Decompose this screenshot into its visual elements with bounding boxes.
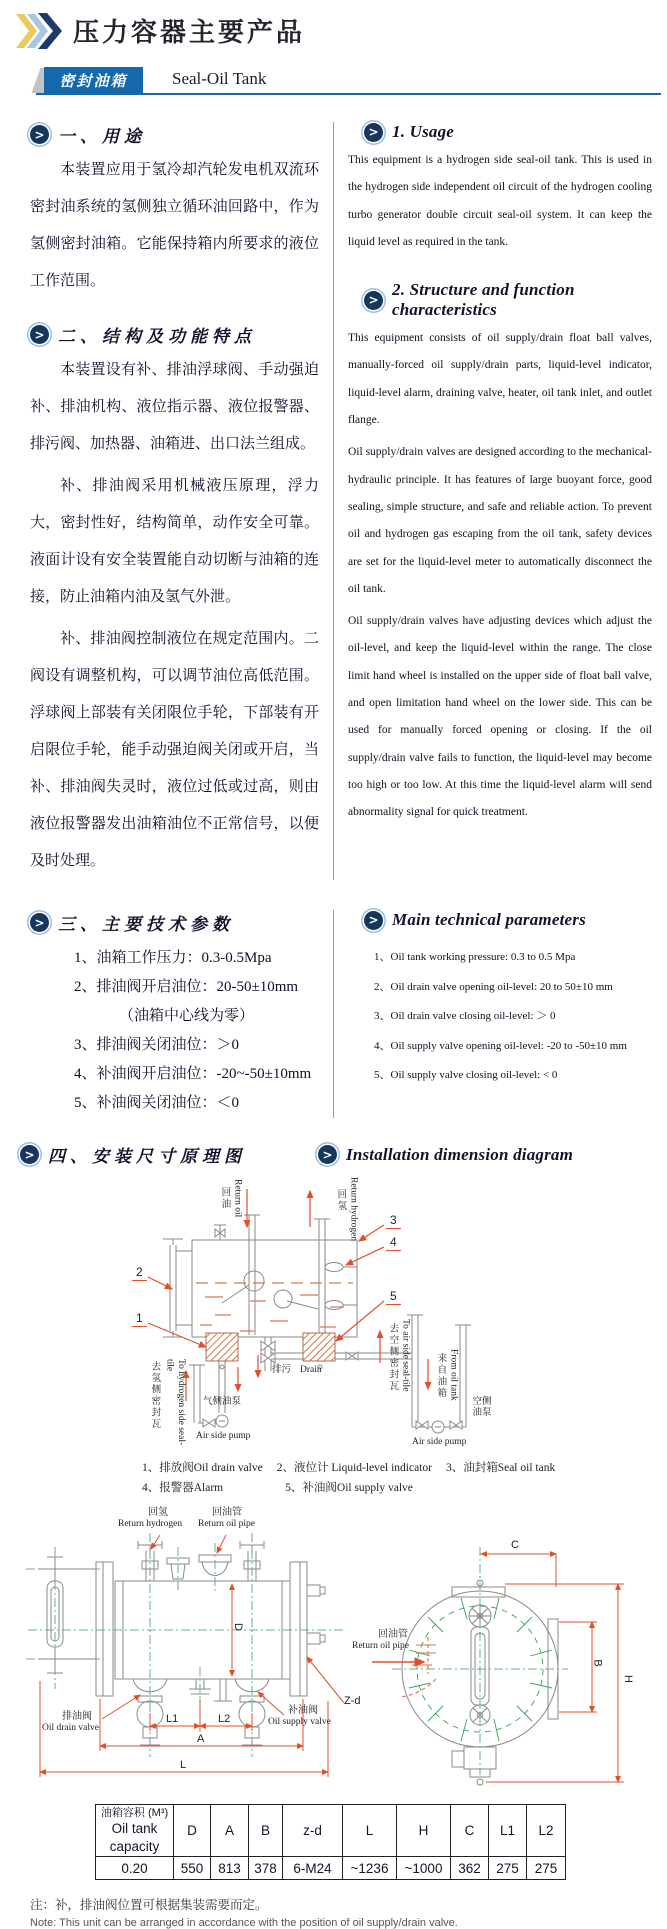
table-cell: 6-M24 xyxy=(283,1857,343,1880)
diagram-legend xyxy=(142,1459,667,1495)
install-heading-en xyxy=(318,1145,573,1165)
params-list-cn xyxy=(74,944,319,1118)
air-side-pump2-label-cn: 空侧油泵 xyxy=(472,1397,492,1419)
section-chevron-icon: > xyxy=(318,1145,337,1164)
oil-drain-valve-label-cn: 排油阀 xyxy=(62,1711,92,1722)
table-cell: 813 xyxy=(211,1857,249,1880)
install-title-cn: 四、安装尺寸原理图 xyxy=(48,1147,246,1166)
params-list-en xyxy=(374,943,652,1091)
legend-item: 2、液位计 Liquid-level indicator xyxy=(276,1462,432,1474)
install-title-en: Installation dimension diagram xyxy=(346,1144,574,1164)
structure-paragraph-cn: 补、排油阀控制液位在规定范围内。二阀设有调整机构，可以调节油位高低范围。浮球阀上部装有关闭限位手轮，下部装有开启限位手轮，能手动强迫阀关闭或开启，当补、排油阀失灵时，液位过低或过高，则由液位报警器发出油箱油位不正常信号，以便及时处理。 xyxy=(30,631,319,869)
return-oil-pipe-label-en: Return oil pipe xyxy=(198,1519,255,1529)
section-chevron-icon: > xyxy=(364,123,383,142)
col-header: L2 xyxy=(527,1805,566,1857)
piping-schematic-diagram xyxy=(0,1175,667,1449)
param-item: 1、油箱工作压力：0.3-0.5Mpa xyxy=(74,950,272,966)
params-heading-en xyxy=(364,910,652,930)
return-hydrogen-label-en: Return hydrogen xyxy=(118,1519,183,1529)
usage-title-en: 1. Usage xyxy=(392,122,455,141)
table-cell: 550 xyxy=(174,1857,211,1880)
legend-item: 4、报警器Alarm xyxy=(142,1482,224,1494)
param-item: 2、Oil drain valve opening oil-level: 20 to 50±10 mm xyxy=(374,980,613,993)
structure-title-en: 2. Structure and function characteristics xyxy=(392,280,575,320)
dim-l1: L1 xyxy=(166,1713,179,1725)
usage-heading-cn xyxy=(30,122,319,147)
params-title-en: Main technical parameters xyxy=(392,910,586,929)
callout-5: 5 xyxy=(386,1289,401,1305)
structure-paragraph-en: Oil supply/drain valves have adjusting devices which adjust the oil-level, and keep the liquid-level within the range. The close limit hand wheel is installed on the upper side of float ball valve, and open limitation hand wheel on the lower side. This can be used for manually forced opening or closing. If the oil supply/drain valve fails to function, the liquid-level may become too high or too low. At this time the liquid-level alarm will send abnormality signal for quick treatment. xyxy=(348,615,652,819)
col-header: L xyxy=(343,1805,397,1857)
params-heading-cn xyxy=(30,910,319,935)
col-header: C xyxy=(451,1805,489,1857)
oil-drain-valve-label-en: Oil drain valve xyxy=(42,1723,99,1733)
callout-4: 4 xyxy=(386,1235,401,1251)
to-air-side-label-en: To air side seal-tile xyxy=(400,1319,411,1392)
col-header: B xyxy=(249,1805,283,1857)
usage-structure-section xyxy=(0,122,667,880)
section-chevron-icon: > xyxy=(20,1145,39,1164)
table-cell: 275 xyxy=(527,1857,566,1880)
install-heading-cn xyxy=(20,1142,246,1167)
param-item: 2、排油阀开启油位：20-50±10mm xyxy=(74,979,299,995)
note-en: Note: This unit can be arranged in accordance with the position of oil supply/drain valve. xyxy=(30,1917,458,1929)
column-chinese xyxy=(0,122,333,880)
tab-bar xyxy=(0,66,667,96)
param-item: 4、Oil supply valve opening oil-level: -20 to -50±10 mm xyxy=(374,1039,627,1052)
table-cell: 362 xyxy=(451,1857,489,1880)
usage-body-en: This equipment is a hydrogen side seal-oil tank. This is used in the hydrogen side independent oil circuit of the hydrogen cooling turbo generator double circuit seal-oil system. It can keep the liquid level as required in the tank. xyxy=(348,154,652,248)
parameters-chinese xyxy=(0,910,333,1118)
param-item: 3、排油阀关闭油位：＞0 xyxy=(74,1037,240,1053)
table-value-row xyxy=(96,1857,566,1880)
usage-heading-en xyxy=(364,122,652,142)
param-item: 3、Oil drain valve closing oil-level: ＞ 0 xyxy=(374,1010,556,1022)
col-header: D xyxy=(174,1805,211,1857)
capacity-header-cell xyxy=(96,1805,174,1857)
dim-zd: Z-d xyxy=(344,1695,361,1707)
param-item: 4、补油阀开启油位：-20~-50±10mm xyxy=(74,1066,312,1082)
col-header: L1 xyxy=(489,1805,527,1857)
table-cell: ~1000 xyxy=(397,1857,451,1880)
params-title-cn: 三、主要技术参数 xyxy=(58,915,234,934)
col-header: z-d xyxy=(283,1805,343,1857)
dim-a: A xyxy=(197,1733,205,1745)
structure-paragraph-cn: 补、排油阀采用机械液压原理，浮力大，密封性好，结构简单，动作安全可靠。液面计设有安全装置能自动切断与油箱的连接，防止油箱内油及氢气外泄。 xyxy=(30,478,319,605)
brand-arrows-icon xyxy=(16,14,64,48)
structure-heading-en xyxy=(364,280,652,320)
capacity-unit: (M³) xyxy=(147,1807,169,1819)
oil-supply-valve-label-cn: 补油阀 xyxy=(288,1705,318,1716)
col-header: H xyxy=(397,1805,451,1857)
column-english xyxy=(333,122,667,880)
return-hydrogen-label-en: Return hydrogen xyxy=(348,1177,359,1242)
installation-section-headings xyxy=(20,1142,667,1167)
dimension-drawing xyxy=(0,1499,667,1794)
note-cn: 注：补，排油阀位置可根据集装需要而定。 xyxy=(30,1898,268,1913)
param-item-note: （油箱中心线为零） xyxy=(119,1008,255,1024)
return-oil-label-en: Return oil xyxy=(232,1179,243,1218)
callout-3: 3 xyxy=(386,1213,401,1229)
section-chevron-icon: > xyxy=(30,913,49,932)
param-item: 5、补油阀关闭油位：＜0 xyxy=(74,1095,240,1111)
section-chevron-icon: > xyxy=(364,911,383,930)
return-oil-pipe2-label-cn: 回油管 xyxy=(378,1629,408,1640)
air-side-pump-label-cn: 气侧油泵 xyxy=(203,1397,242,1407)
drain-label-en: Drain xyxy=(300,1365,322,1375)
oil-supply-valve-label-en: Oil supply valve xyxy=(268,1717,331,1727)
structure-heading-cn xyxy=(30,322,319,347)
structure-title-cn: 二、结构及功能特点 xyxy=(58,327,256,346)
section-chevron-icon: > xyxy=(30,325,49,344)
col-header: A xyxy=(211,1805,249,1857)
callout-2: 2 xyxy=(132,1265,147,1281)
air-side-pump2-label-en: Air side pump xyxy=(412,1437,467,1447)
parameters-section xyxy=(0,910,667,1118)
return-hydrogen-label-cn: 回氢 xyxy=(148,1507,168,1518)
air-side-pump-label-en: Air side pump xyxy=(196,1431,251,1441)
structure-paragraph-cn: 本装置设有补、排油浮球阀、手动强迫补、排油机构、液位指示器、液位报警器、排污阀、加热器、油箱进、出口法兰组成。 xyxy=(30,362,319,452)
return-oil-pipe-label-cn: 回油管 xyxy=(212,1507,242,1518)
legend-item: 1、排放阀Oil drain valve xyxy=(142,1462,263,1474)
legend-item: 3、油封箱Seal oil tank xyxy=(445,1462,556,1474)
return-oil-pipe2-label-en: Return oil pipe xyxy=(352,1641,409,1651)
table-cell: 275 xyxy=(489,1857,527,1880)
dimension-table xyxy=(95,1804,566,1880)
usage-title-cn: 一、用途 xyxy=(58,127,146,146)
dimension-drawing-svg xyxy=(0,1499,667,1794)
dim-l: L xyxy=(180,1759,187,1771)
capacity-label-cn: 油箱容积 xyxy=(100,1807,145,1819)
capacity-value: 0.20 xyxy=(96,1857,174,1880)
to-hydrogen-side-label-cn: 去氢侧密封瓦 xyxy=(149,1361,160,1430)
table-cell: 378 xyxy=(249,1857,283,1880)
tab-underline xyxy=(36,93,661,95)
table-header-row xyxy=(96,1805,566,1857)
param-item: 1、Oil tank working pressure: 0.3 to 0.5 Mpa xyxy=(374,951,576,963)
capacity-label-en: Oil tank capacity xyxy=(109,1821,160,1854)
section-chevron-icon: > xyxy=(364,291,383,310)
to-air-side-label-cn: 去空侧密封瓦 xyxy=(387,1323,398,1392)
tab-subtitle: Seal-Oil Tank xyxy=(172,69,267,88)
usage-body-cn: 本装置应用于氢冷却汽轮发电机双流环密封油系统的氢侧独立循环油回路中，作为氢侧密封油箱。它能保持箱内所要求的液位工作范围。 xyxy=(30,162,319,289)
dim-l2: L2 xyxy=(218,1713,231,1725)
page-header xyxy=(0,0,667,49)
dim-c: C xyxy=(511,1539,519,1551)
dim-b: B xyxy=(591,1659,604,1667)
dim-d: D xyxy=(231,1623,244,1631)
from-oil-tank-label-en: From oil tank xyxy=(448,1349,459,1401)
structure-paragraph-en: Oil supply/drain valves are designed according to the mechanical-hydraulic principle. It has features of large buoyant force, good sealing, simple structure, and safe and reliable action. To prevent oil and hydrogen gas escaping from the oil tank, safety devices are set for the liquid-level meter to automatically disconnect the oil tank. xyxy=(348,446,653,595)
dim-h: H xyxy=(621,1675,634,1683)
return-hydrogen-label-cn: 回氢 xyxy=(335,1189,346,1212)
from-oil-tank-label-cn: 来自油箱 xyxy=(435,1353,446,1399)
param-item: 5、Oil supply valve closing oil-level: < 0 xyxy=(374,1069,558,1081)
legend-item: 5、补油阀Oil supply valve xyxy=(285,1482,413,1494)
parameters-english xyxy=(333,910,667,1118)
to-hydrogen-side-label-en: To hydrogen side seal-tile xyxy=(164,1359,186,1446)
tab-seal-oil-tank[interactable]: 密封油箱 xyxy=(44,67,143,93)
table-cell: ~1236 xyxy=(343,1857,397,1880)
page-title: 压力容器主要产品 xyxy=(73,17,306,47)
section-chevron-icon: > xyxy=(30,125,49,144)
return-oil-label-cn: 回油 xyxy=(219,1187,230,1210)
structure-paragraph-en: This equipment consists of oil supply/drain float ball valves, manually-forced oil supply/drain parts, liquid-level indicator, liquid-level alarm, draining valve, heater, oil tank inlet, and outlet flange. xyxy=(348,332,652,427)
drain-label-cn: 排污 xyxy=(272,1365,292,1375)
callout-1: 1 xyxy=(132,1311,147,1327)
